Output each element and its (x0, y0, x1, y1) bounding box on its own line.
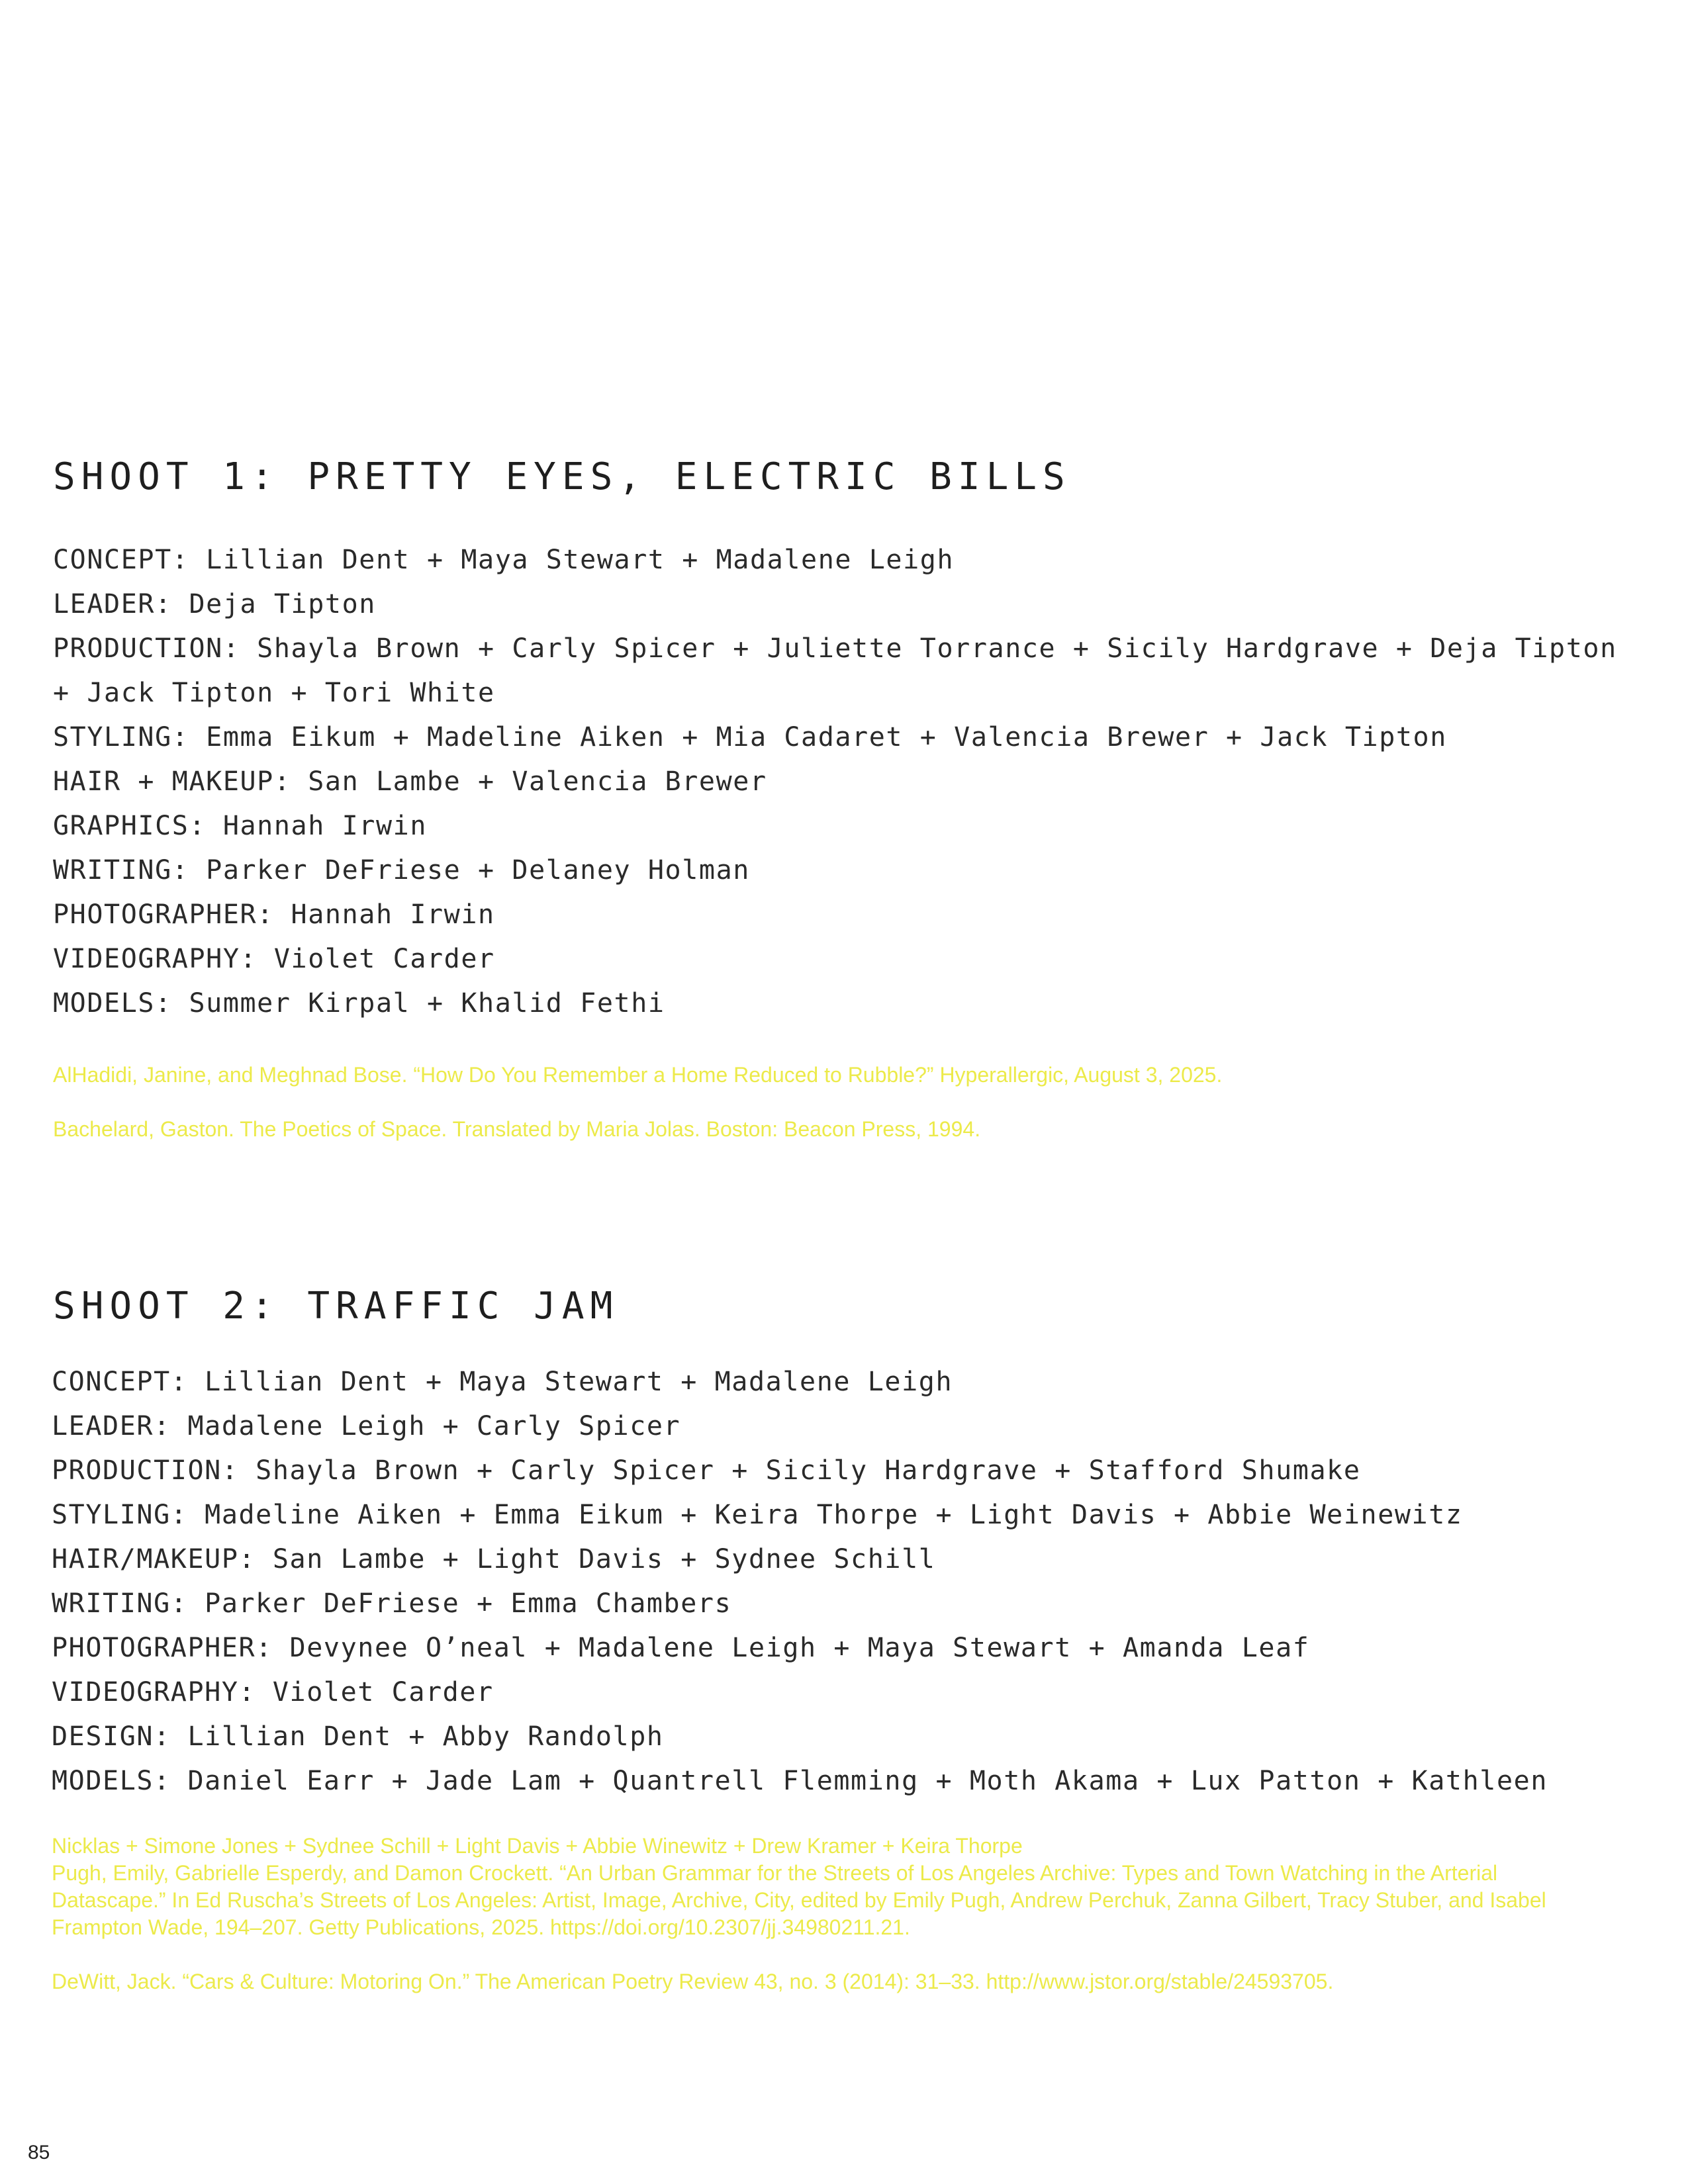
credit-design: DESIGN: Lillian Dent + Abby Randolph (52, 1721, 664, 1752)
credit-hair-makeup: HAIR/MAKEUP: San Lambe + Light Davis + Sydnee Schill (52, 1544, 936, 1574)
shoot-2-title: SHOOT 2: TRAFFIC JAM (53, 1285, 619, 1328)
credit-photographer: PHOTOGRAPHER: Devynee O’neal + Madalene Leigh + Maya Stewart + Amanda Leaf (52, 1633, 1310, 1663)
credit-videography: VIDEOGRAPHY: Violet Carder (53, 944, 495, 974)
reference-item: Pugh, Emily, Gabrielle Esperdy, and Damon Crockett. “An Urban Grammar for the Streets of Los Angeles Archive: Types and Town Watching in the Arterial Datascape.” In Ed Ruscha’s Streets of Los Angeles: Artist, Image, Archive, City, edited by Emily Pugh, Andrew Perchuk, Zanna Gilbert, Tracy Stuber, and Isabel Frampton Wade, 194–207. Getty Publications, 2025. https://doi.org/10.2307/jj.34980211.21. (52, 1861, 1546, 1939)
shoot-1-title: SHOOT 1: PRETTY EYES, ELECTRIC BILLS (53, 455, 1071, 498)
reference-item: DeWitt, Jack. “Cars & Culture: Motoring On.” The American Poetry Review 43, no. 3 (2014): 31–33. http://www.jstor.org/stable/24593705. (52, 1970, 1334, 1993)
shoot-2-credits (52, 1360, 1627, 1803)
reference-item: Bachelard, Gaston. The Poetics of Space. Translated by Maria Jolas. Boston: Beacon Press, 1994. (53, 1117, 981, 1141)
credit-production: PRODUCTION: Shayla Brown + Carly Spicer + Sicily Hardgrave + Stafford Shumake (52, 1455, 1361, 1486)
reference-item: Nicklas + Simone Jones + Sydnee Schill + Light Davis + Abbie Winewitz + Drew Kramer + Keira Thorpe (52, 1834, 1023, 1858)
credit-writing: WRITING: Parker DeFriese + Emma Chambers (52, 1588, 732, 1619)
reference-item: AlHadidi, Janine, and Meghnad Bose. “How Do You Remember a Home Reduced to Rubble?” Hyperallergic, August 3, 2025. (53, 1063, 1223, 1087)
credit-writing: WRITING: Parker DeFriese + Delaney Holman (53, 855, 750, 886)
credit-concept: CONCEPT: Lillian Dent + Maya Stewart + Madalene Leigh (53, 545, 955, 575)
credit-styling: STYLING: Madeline Aiken + Emma Eikum + Keira Thorpe + Light Davis + Abbie Weinewitz (52, 1500, 1463, 1530)
credit-models: MODELS: Daniel Earr + Jade Lam + Quantrell Flemming + Moth Akama + Lux Patton + Kathleen (52, 1766, 1548, 1796)
credit-leader: LEADER: Madalene Leigh + Carly Spicer (52, 1411, 681, 1441)
credit-leader: LEADER: Deja Tipton (53, 589, 376, 619)
page-number: 85 (28, 2142, 50, 2163)
credit-styling: STYLING: Emma Eikum + Madeline Aiken + Mia Cadaret + Valencia Brewer + Jack Tipton (53, 722, 1447, 752)
credit-models: MODELS: Summer Kirpal + Khalid Fethi (53, 988, 665, 1019)
credit-videography: VIDEOGRAPHY: Violet Carder (52, 1677, 494, 1707)
credit-hair-makeup: HAIR + MAKEUP: San Lambe + Valencia Brewer (53, 766, 767, 797)
credit-photographer: PHOTOGRAPHER: Hannah Irwin (53, 899, 495, 930)
credit-graphics: GRAPHICS: Hannah Irwin (53, 811, 428, 841)
credit-production: PRODUCTION: Shayla Brown + Carly Spicer + Juliette Torrance + Sicily Hardgrave + Deja Tipton + Jack Tipton + Tori White (53, 633, 1617, 708)
shoot-1-references (53, 1062, 1595, 1143)
shoot-2-references (52, 1833, 1594, 1995)
credit-concept: CONCEPT: Lillian Dent + Maya Stewart + Madalene Leigh (52, 1367, 953, 1397)
shoot-1-credits (53, 538, 1628, 1026)
